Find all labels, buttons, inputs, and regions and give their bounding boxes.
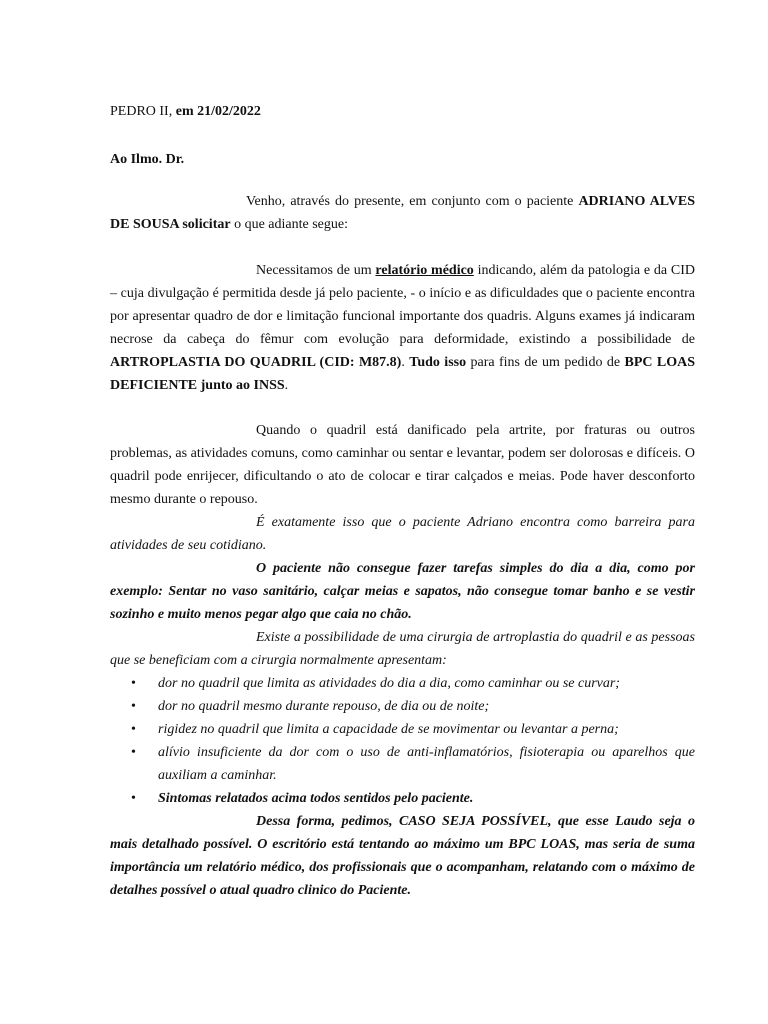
symptom-text: dor no quadril que limita as atividades do dia a dia, como caminhar ou se curvar; <box>158 676 620 691</box>
list-item <box>110 695 695 718</box>
request-text-4: para fins de um pedido de <box>466 355 625 370</box>
request-paragraph <box>110 259 695 397</box>
salutation: Ao Ilmo. Dr. <box>110 152 185 167</box>
intro-text-end: o que adiante segue: <box>230 217 348 232</box>
list-item <box>110 741 695 787</box>
surgery-intro-paragraph: Existe a possibilidade de uma cirurgia de artroplastia do quadril e as pessoas que se beneficiam com a cirurgia normalmente apresentam: <box>110 630 695 668</box>
list-item <box>110 672 695 695</box>
request-text-3: . <box>401 355 410 370</box>
request-text-2: indicando, além da patologia e da CID – cuja divulgação é permitida desde já pelo paciente, - o início e as dificuldades que o paciente encontra por apresentar quadro de dor e limitação funcional importante dos quadris. Alguns exames já indicaram necrose da cabeça do fêmur com evolução para deformidade, existindo a possibilidade de <box>110 263 695 347</box>
medical-report-term: relatório médico <box>375 263 474 278</box>
symptom-text: dor no quadril mesmo durante repouso, de dia ou de noite; <box>158 699 490 714</box>
request-text-5: . <box>284 378 289 393</box>
bullet-icon: • <box>131 791 136 806</box>
bullet-icon: • <box>131 745 136 760</box>
solicitar-word: solicitar <box>178 217 231 232</box>
request-text-1: Necessitamos de um <box>256 263 376 278</box>
patient-name: ADRIANO ALVES DE SOUSA <box>110 194 696 232</box>
list-item <box>110 718 695 741</box>
intro-paragraph <box>110 190 695 236</box>
letter-date: em 21/02/2022 <box>175 104 261 119</box>
letter-body <box>110 100 695 902</box>
symptom-text: rigidez no quadril que limita a capacidade de se movimentar ou levantar a perna; <box>158 722 619 737</box>
symptoms-summary: Sintomas relatados acima todos sentidos pelo paciente. <box>158 791 474 806</box>
inability-paragraph: O paciente não consegue fazer tarefas simples do dia a dia, como por exemplo: Sentar no vaso sanitário, calçar meias e sapatos, não consegue tomar banho e se vestir sozinho e muito menos pegar algo que caia no chão. <box>110 561 695 622</box>
arthritis-paragraph: Quando o quadril está danificado pela artrite, por fraturas ou outros problemas, as atividades comuns, como caminhar ou sentar e levantar, podem ser dolorosas e difíceis. O quadril pode enrijecer, dificultando o ato de colocar e tirar calçados e meias. Pode haver desconforto mesmo durante o repouso. <box>110 423 695 507</box>
symptom-text: alívio insuficiente da dor com o uso de anti-inflamatórios, fisioterapia ou aparelhos que auxiliam a caminhar. <box>158 745 695 783</box>
bullet-icon: • <box>131 722 136 737</box>
barrier-paragraph: É exatamente isso que o paciente Adriano encontra como barreira para atividades de seu cotidiano. <box>110 515 695 553</box>
list-item <box>110 787 695 810</box>
place-name: PEDRO II, <box>110 104 173 119</box>
intro-text-start: Venho, através do presente, em conjunto com o paciente <box>246 194 579 209</box>
bullet-icon: • <box>131 699 136 714</box>
date-line <box>110 100 695 123</box>
bpc-loas-text: BPC LOAS DEFICIENTE junto ao INSS <box>110 355 696 393</box>
procedure-name: ARTROPLASTIA DO QUADRIL (CID: M87.8) <box>110 355 402 370</box>
symptoms-list <box>110 672 695 810</box>
tudo-isso-text: Tudo isso <box>409 355 467 370</box>
closing-paragraph: Dessa forma, pedimos, CASO SEJA POSSÍVEL, que esse Laudo seja o mais detalhado possível. O escritório está tentando ao máximo um BPC LOAS, mas seria de suma importância um relatório médico, dos profissionais que o acompanham, relatando com o máximo de detalhes possível o atual quadro clinico do Paciente. <box>110 814 695 898</box>
bullet-icon: • <box>131 676 136 691</box>
